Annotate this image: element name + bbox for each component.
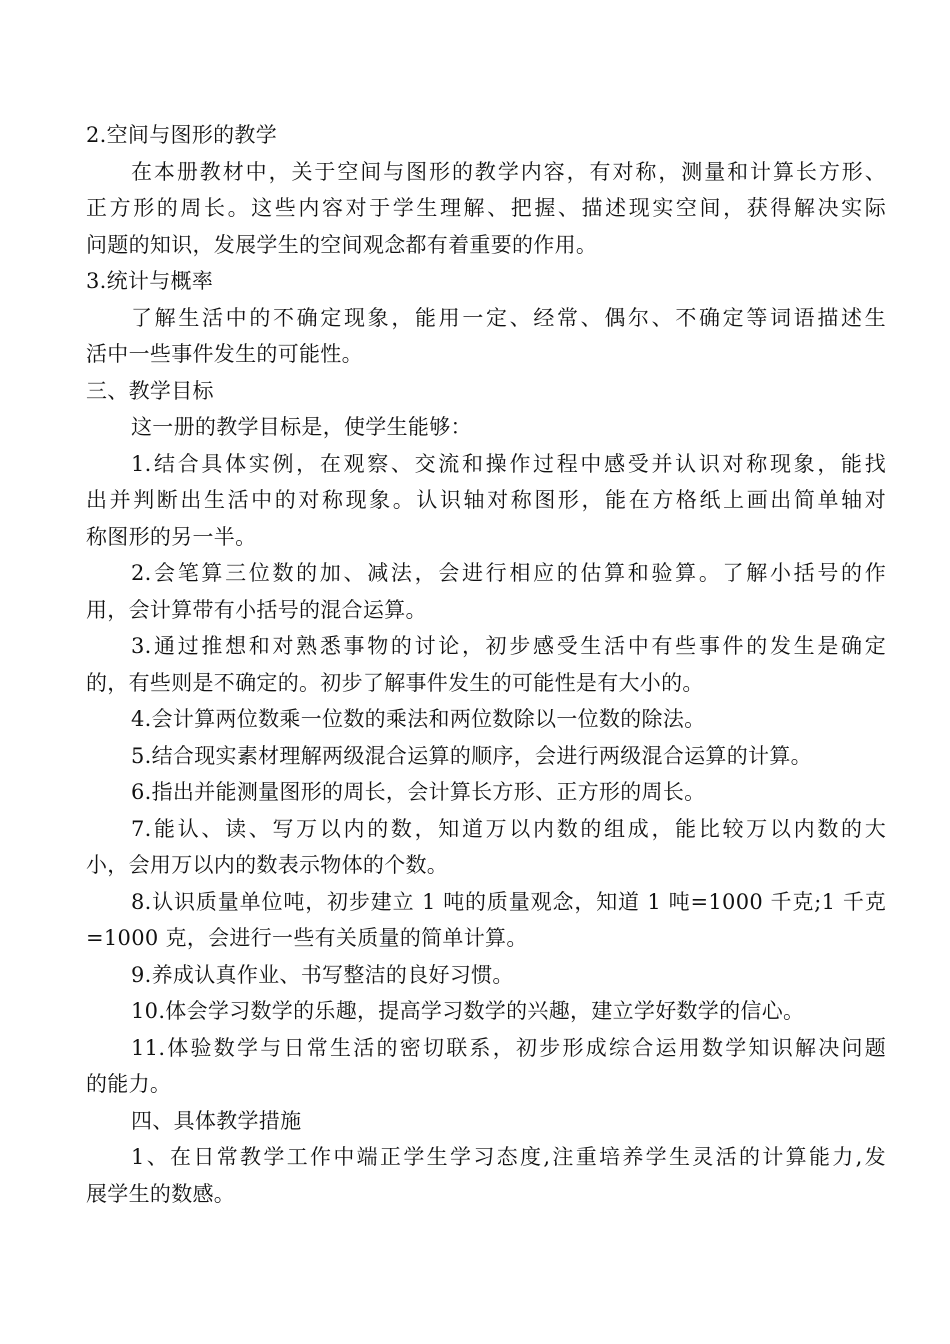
goal-10: 10.体会学习数学的乐趣，提高学习数学的兴趣，建立学好数学的信心。 xyxy=(131,999,805,1023)
paragraph-line: 在本册教材中，关于空间与图形的教学内容，有对称，测量和计算长方形、 xyxy=(131,159,886,184)
goal-9: 9.养成认真作业、书写整洁的良好习惯。 xyxy=(131,962,514,987)
goal-11-line: 11.体验数学与日常生活的密切联系，初步形成综合运用数学知识解决问题 xyxy=(131,1035,886,1060)
goal-8-line: 8.认识质量单位吨，初步建立 1 吨的质量观念，知道 1 吨=1000 千克;1 千克 xyxy=(131,889,886,914)
goal-1-line: 1.结合具体实例，在观察、交流和操作过程中感受并认识对称现象，能找 xyxy=(131,451,886,476)
section-title-teaching-measures: 四、具体教学措施 xyxy=(131,1108,302,1133)
goal-11-line: 的能力。 xyxy=(86,1072,172,1096)
goal-2-line: 2.会笔算三位数的加、减法，会进行相应的估算和验算。了解小括号的作 xyxy=(131,561,886,585)
measure-1-line: 展学生的数感。 xyxy=(86,1181,236,1206)
paragraph-line: 了解生活中的不确定现象，能用一定、经常、偶尔、不确定等词语描述生 xyxy=(131,305,886,330)
goal-1-line: 称图形的另一半。 xyxy=(86,524,257,549)
paragraph-line: 正方形的周长。这些内容对于学生理解、把握、描述现实空间，获得解决实际 xyxy=(86,196,886,220)
goal-3-line: 的，有些则是不确定的。初步了解事件发生的可能性是有大小的。 xyxy=(86,670,704,695)
paragraph-line: 活中一些事件发生的可能性。 xyxy=(86,342,363,366)
section-title-teaching-goals: 三、教学目标 xyxy=(86,378,214,403)
goal-4: 4.会计算两位数乘一位数的乘法和两位数除以一位数的除法。 xyxy=(131,707,706,731)
goal-8-line: =1000 克，会进行一些有关质量的简单计算。 xyxy=(86,926,528,950)
goal-2-line: 用，会计算带有小括号的混合运算。 xyxy=(86,597,427,622)
heading-statistics-probability: 3.统计与概率 xyxy=(86,269,214,293)
goal-5: 5.结合现实素材理解两级混合运算的顺序，会进行两级混合运算的计算。 xyxy=(131,743,812,768)
goal-3-line: 3.通过推想和对熟悉事物的讨论，初步感受生活中有些事件的发生是确定 xyxy=(131,634,886,658)
paragraph-line: 问题的知识，发展学生的空间观念都有着重要的作用。 xyxy=(86,232,598,257)
document-page xyxy=(86,117,886,1212)
measure-1-line: 1、在日常教学工作中端正学生学习态度,注重培养学生灵活的计算能力,发 xyxy=(131,1145,886,1169)
goal-1-line: 出并判断出生活中的对称现象。认识轴对称图形，能在方格纸上画出简单轴对 xyxy=(86,488,886,512)
goal-7-line: 小，会用万以内的数表示物体的个数。 xyxy=(86,853,449,877)
goal-7-line: 7.能认、读、写万以内的数，知道万以内数的组成，能比较万以内数的大 xyxy=(131,816,886,841)
heading-space-and-shape: 2.空间与图形的教学 xyxy=(86,123,278,147)
goals-intro: 这一册的教学目标是，使学生能够： xyxy=(131,415,472,439)
goal-6: 6.指出并能测量图形的周长，会计算长方形、正方形的周长。 xyxy=(131,780,706,804)
